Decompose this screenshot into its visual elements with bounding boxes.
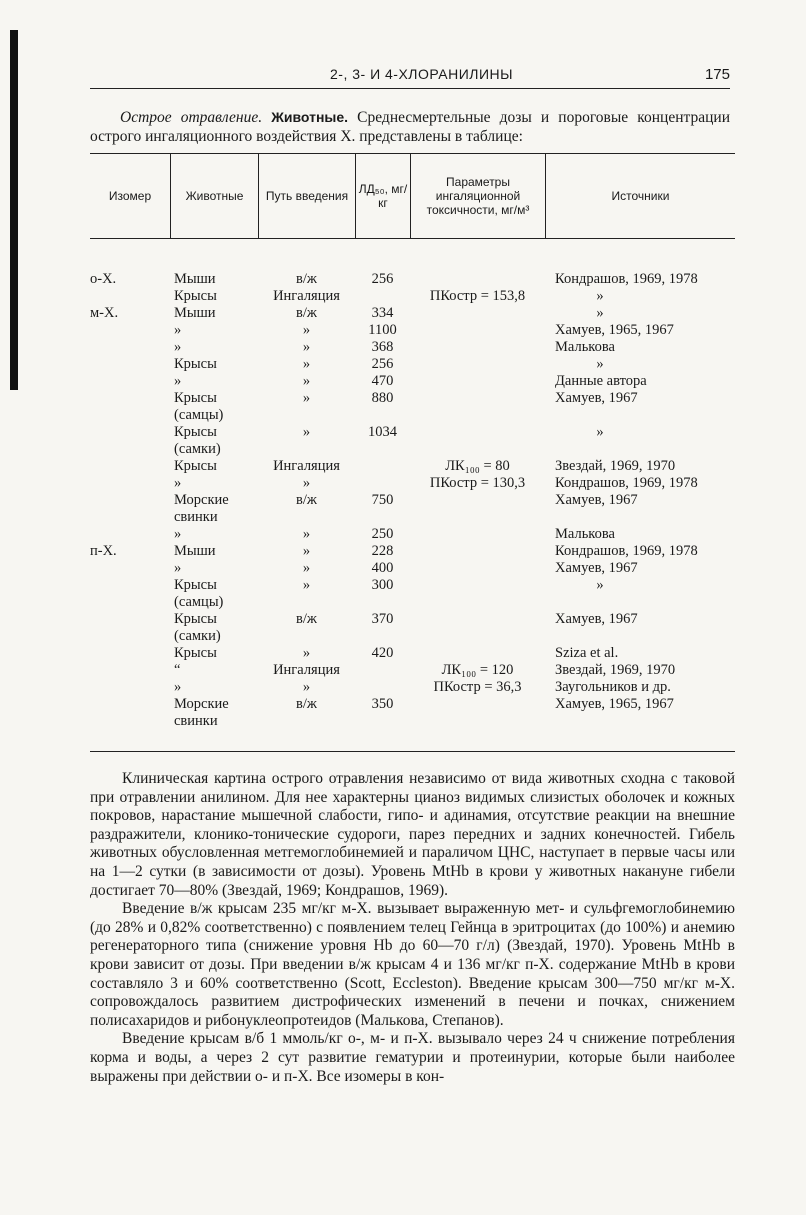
cell-animal: Крысы: [174, 645, 217, 661]
cell-ld50: 370: [371, 611, 394, 627]
cell-animal: “: [174, 662, 181, 678]
header-route: Путь введения: [258, 154, 355, 238]
cell-ld50: 1100: [368, 322, 397, 338]
table-row: [90, 339, 735, 356]
cell-ld50: 256: [371, 356, 394, 372]
table-row: [90, 305, 735, 322]
cell-ld50: 350: [371, 696, 394, 712]
table-row: [90, 594, 735, 611]
header-ld50: ЛД₅₀, мг/кг: [355, 154, 410, 238]
cell-route: в/ж: [296, 492, 317, 508]
cell-animal: (самцы): [174, 594, 224, 610]
cell-route: в/ж: [296, 271, 317, 287]
table-row: [90, 373, 735, 390]
cell-animal: Крысы: [174, 424, 217, 440]
cell-animal: »: [174, 339, 182, 355]
table-row: [90, 611, 735, 628]
cell-isomer: о-Х.: [90, 271, 117, 287]
cell-route: Ингаляция: [273, 288, 340, 304]
cell-source: Хамуев, 1967: [555, 390, 638, 406]
cell-animal: Крысы: [174, 577, 217, 593]
cell-animal: Крысы: [174, 458, 217, 474]
table-row: [90, 441, 735, 458]
cell-route: в/ж: [296, 611, 317, 627]
cell-ld50: 880: [371, 390, 394, 406]
cell-route: »: [302, 543, 311, 559]
table-row: [90, 356, 735, 373]
cell-ld50: 1034: [368, 424, 397, 440]
page-number: 175: [704, 66, 730, 83]
paragraph-clinical: Клиническая картина острого отравления независимо от вида животных сходна с таковой при отравлении анилином. Для нее характерны цианоз видимых слизистых оболочек и кожных покровов, нарастание мышечной слабости, гипо- и адинамия, отсутствие реакции на внешние раздражители, клонико-тонические судороги, парез передних и задних конечностей. Гибель животных обусловленная метгемоглобинемией и параличом ЦНС, наступает в первые часы или на 1—2 сутки (в зависимости от дозы). Уровень MtHb в крови у животных накануне гибели достигает 70—80% (Звездай, 1969; Кондрашов, 1969).: [90, 770, 735, 899]
cell-ld50: 368: [371, 339, 394, 355]
table-row: [90, 407, 735, 424]
cell-ld50: 750: [371, 492, 394, 508]
running-title: 2-, 3- И 4-ХЛОРАНИЛИНЫ: [330, 66, 514, 82]
table-row: [90, 543, 735, 560]
table-row: [90, 424, 735, 441]
cell-ld50: 300: [371, 577, 394, 593]
table-row: [90, 560, 735, 577]
cell-animal: Крысы: [174, 390, 217, 406]
paragraph-ip-injection: Введение крысам в/б 1 ммоль/кг о-, м- и п-Х. вызывало через 24 ч снижение потребления корма и воды, а через 2 сут развитие гематурии и протеинурии, которые были наиболее выражены при действии о- и п-Х. Все изомеры в кон-: [90, 1030, 735, 1085]
cell-param: ПКостр = 36,3: [433, 679, 522, 695]
cell-route: »: [302, 577, 311, 593]
cell-source: Звездай, 1969, 1970: [555, 662, 676, 678]
cell-param: ПКостр = 130,3: [429, 475, 526, 491]
cell-animal: »: [174, 475, 182, 491]
table-header: [90, 153, 735, 239]
cell-source: »: [596, 305, 604, 321]
cell-route: »: [302, 322, 311, 338]
cell-route: »: [302, 356, 311, 372]
table-row: [90, 713, 735, 730]
header-params: Параметры ингаляционной токсичности, мг/м³: [410, 154, 545, 238]
table-row: [90, 662, 735, 679]
cell-animal: Морские: [174, 492, 229, 508]
cell-ld50: 256: [371, 271, 394, 287]
intro-paragraph: [90, 108, 730, 146]
toxicity-table: [90, 153, 735, 752]
cell-ld50: 470: [371, 373, 394, 389]
table-row: [90, 322, 735, 339]
table-row: [90, 696, 735, 713]
cell-ld50: 250: [371, 526, 394, 542]
cell-route: в/ж: [296, 696, 317, 712]
table-row: [90, 288, 735, 305]
cell-source: Хамуев, 1965, 1967: [555, 696, 674, 712]
cell-source: Sziza et al.: [555, 645, 619, 661]
cell-route: »: [302, 424, 311, 440]
cell-animal: »: [174, 679, 182, 695]
cell-ld50: 400: [371, 560, 394, 576]
cell-animal: свинки: [174, 509, 218, 525]
cell-animal: Мыши: [174, 305, 216, 321]
cell-animal: Морские: [174, 696, 229, 712]
cell-animal: »: [174, 560, 182, 576]
cell-ld50: 334: [371, 305, 394, 321]
table-row: [90, 475, 735, 492]
cell-param: ЛК₁₀₀ = 80: [445, 458, 510, 474]
cell-source: Данные автора: [555, 373, 647, 389]
cell-source: Малькова: [555, 339, 615, 355]
cell-source: Хамуев, 1965, 1967: [555, 322, 674, 338]
table-row: [90, 390, 735, 407]
cell-animal: свинки: [174, 713, 218, 729]
table-row: [90, 577, 735, 594]
cell-animal: »: [174, 322, 182, 338]
cell-ld50: 420: [371, 645, 394, 661]
table-row: [90, 509, 735, 526]
cell-animal: (самки): [174, 628, 221, 644]
table-row: [90, 628, 735, 645]
cell-source: Звездай, 1969, 1970: [555, 458, 676, 474]
cell-route: »: [302, 475, 311, 491]
cell-param: ПКостр = 153,8: [429, 288, 526, 304]
cell-route: »: [302, 679, 311, 695]
cell-isomer: м-Х.: [90, 305, 119, 321]
cell-route: »: [302, 526, 311, 542]
cell-animal: (самцы): [174, 407, 224, 423]
cell-source: »: [596, 288, 604, 304]
cell-route: Ингаляция: [273, 662, 340, 678]
cell-animal: Крысы: [174, 288, 217, 304]
intro-lead-italic: Острое отравление.: [120, 109, 263, 126]
table-body: [90, 239, 735, 752]
header-isomer: Изомер: [108, 189, 152, 203]
cell-source: Хамуев, 1967: [555, 611, 638, 627]
cell-route: »: [302, 645, 311, 661]
cell-param: ЛК₁₀₀ = 120: [441, 662, 514, 678]
cell-route: в/ж: [296, 305, 317, 321]
header-animals: Животные: [170, 154, 258, 238]
cell-route: »: [302, 373, 311, 389]
cell-source: Кондрашов, 1969, 1978: [555, 271, 698, 287]
cell-animal: »: [174, 526, 182, 542]
paragraph-methemoglobin: Введение в/ж крысам 235 мг/кг м-Х. вызывает выраженную мет- и сульфгемоглобинемию (до 28% и 0,82% соответственно) с появлением телец Гейнца в эритроцитах (до 100%) и анемию регенераторного типа (снижение уровня Hb до 60—70 г/л) (Звездай, 1970). Уровень MtHb в крови зависит от дозы. При введении в/ж крысам 4 и 136 мг/кг п-Х. содержание MtHb в крови составляло 3 и 60% соответственно (Scott, Eccleston). Введение крысам 300—750 мг/кг м-Х. сопровождалось развитием дистрофических изменений в печени и почках, снижением полисахаридов и рибонуклеопротеидов (Малькова, Степанов).: [90, 900, 735, 1029]
body-text: [90, 770, 735, 1086]
cell-route: »: [302, 339, 311, 355]
table-row: [90, 271, 735, 288]
intro-text: Среднесмертельные дозы и пороговые концентрации острого ингаляционного воздействия Х. представлены в таблице:: [90, 109, 730, 145]
header-sources: Источники: [545, 154, 735, 238]
table-row: [90, 645, 735, 662]
cell-source: »: [596, 424, 604, 440]
cell-route: »: [302, 560, 311, 576]
table-row: [90, 458, 735, 475]
cell-source: Кондрашов, 1969, 1978: [555, 475, 698, 491]
cell-animal: Мыши: [174, 271, 216, 287]
cell-source: »: [596, 577, 604, 593]
cell-isomer: п-Х.: [90, 543, 117, 559]
table-row: [90, 492, 735, 509]
cell-source: Хамуев, 1967: [555, 492, 638, 508]
binding-edge: [10, 30, 18, 390]
table-row: [90, 526, 735, 543]
cell-source: Кондрашов, 1969, 1978: [555, 543, 698, 559]
cell-animal: Крысы: [174, 356, 217, 372]
intro-lead-bold: Животные.: [271, 109, 349, 125]
cell-source: Малькова: [555, 526, 615, 542]
cell-animal: Крысы: [174, 611, 217, 627]
cell-source: Хамуев, 1967: [555, 560, 638, 576]
cell-animal: Мыши: [174, 543, 216, 559]
table-row: [90, 679, 735, 696]
cell-route: Ингаляция: [273, 458, 340, 474]
cell-source: Заугольников и др.: [555, 679, 671, 695]
running-header: [90, 66, 730, 89]
cell-animal: (самки): [174, 441, 221, 457]
cell-ld50: 228: [371, 543, 394, 559]
cell-source: »: [596, 356, 604, 372]
cell-animal: »: [174, 373, 182, 389]
cell-route: »: [302, 390, 311, 406]
